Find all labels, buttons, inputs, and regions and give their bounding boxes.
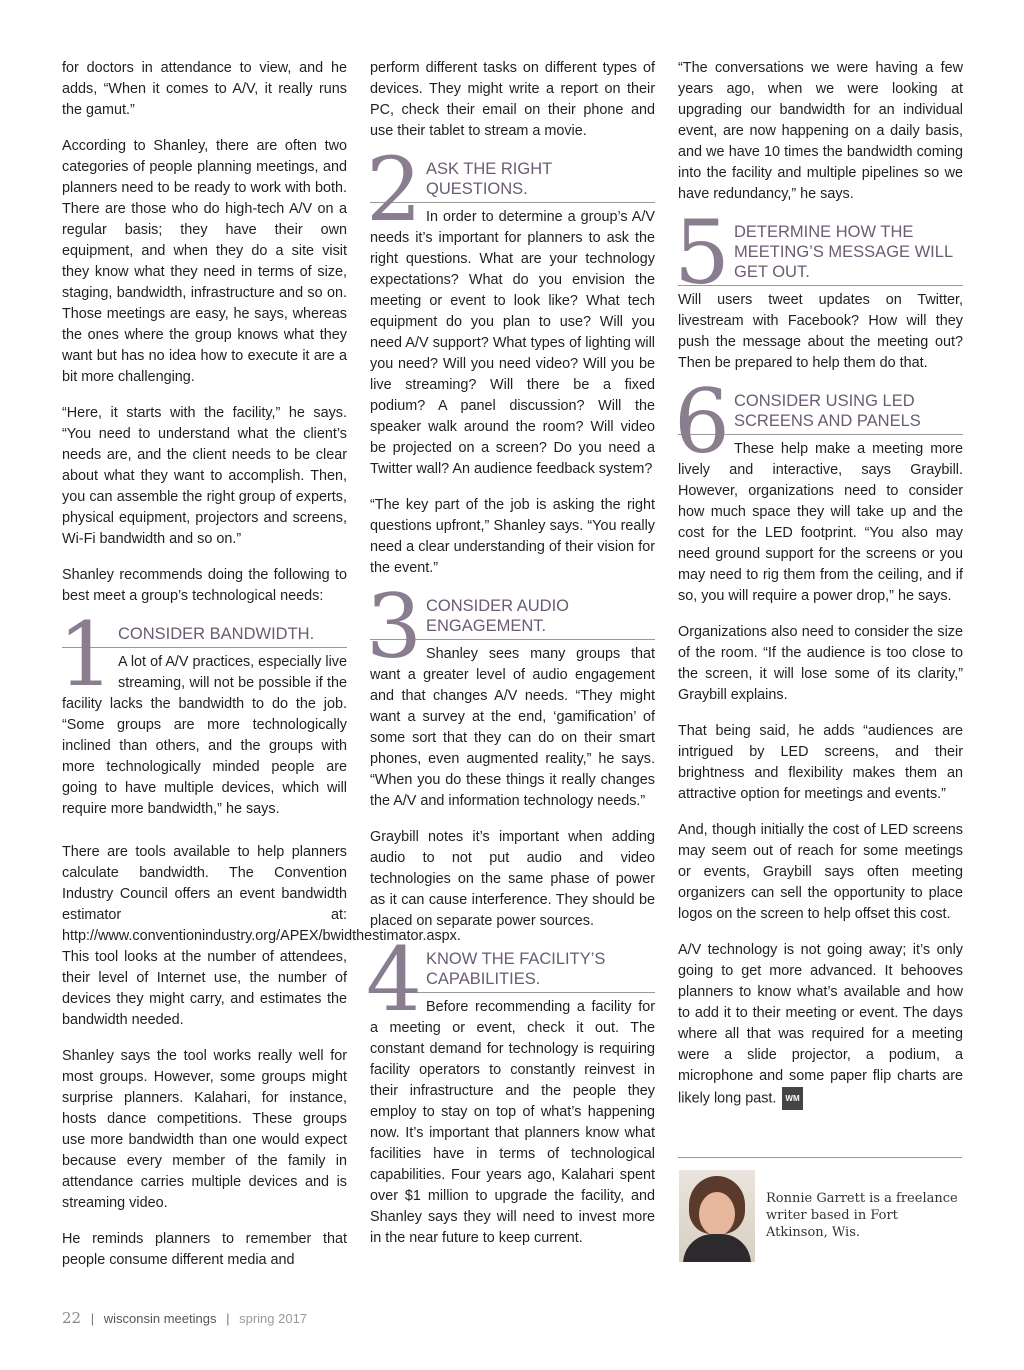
- section-heading: CONSIDER AUDIO ENGAGEMENT.: [370, 594, 655, 640]
- paragraph: “Here, it starts with the facility,” he says. “You need to understand what the client’s needs are, and the client needs to be clear about what they want to accomplish. Then, you can assemble the right group of experts, physical equipment, projectors and screens, Wi-Fi bandwidth and so on.”: [62, 405, 347, 547]
- page-number: 22: [62, 1309, 82, 1327]
- closing-paragraph: [678, 940, 963, 1110]
- section-number: 1: [58, 603, 114, 706]
- author-photo: [679, 1170, 755, 1262]
- section-heading: CONSIDER USING LED SCREENS AND PANELS: [678, 389, 963, 435]
- author-bio: Ronnie Garrett is a freelance writer based in Fort Atkinson, Wis.: [766, 1191, 958, 1240]
- paragraph: And, though initially the cost of LED screens may seem out of reach for some meetings or events, Graybill says often meeting organizers can sell the opportunity to place logos on the screen to help offset this cost.: [678, 822, 963, 922]
- paragraph: Will users tweet updates on Twitter, livestream with Facebook? How will they push the message about the meeting out? Then be prepared to help them do that.: [678, 292, 963, 371]
- paragraph: Graybill notes it’s important when adding audio to not put audio and video technologies on the same phase of power as it can cause interference. They should be placed on separate power sources.: [370, 829, 655, 929]
- bio-divider: [678, 1157, 962, 1158]
- section-5: [674, 201, 963, 374]
- section-1: [58, 603, 347, 820]
- paragraph: “The key part of the job is asking the right questions upfront,” Shanley says. “You really need a clear understanding of their vision for the event.”: [370, 497, 655, 576]
- column-3: [674, 58, 963, 1125]
- section-2: [366, 138, 655, 480]
- paragraph: Shanley says the tool works really well for most groups. However, some groups might surprise planners. Kalahari, for instance, hosts dance competitions. These groups use more bandwidth than one would expect because every member of the family in attendance carries multiple devices and is streaming video.: [62, 1048, 347, 1211]
- paragraph: perform different tasks on different types of devices. They might write a report on their PC, check their email on their phone and use their tablet to stream a movie.: [370, 60, 655, 139]
- paragraph: In order to determine a group’s A/V needs it’s important for planners to ask the right questions. What are your technology expectations? What do you envision the meeting or event to look like? What tech equipment do you plan to use? Will you need A/V support? What types of lighting will you need? Will you need video? Will you be live streaming? Will there be a fixed podium? A panel discussion? Will the speaker walk around the room? Will video be projected on a screen? Do you need a Twitter wall? An audience feedback system?: [370, 209, 655, 477]
- section-number: 4: [366, 928, 422, 1031]
- section-heading: ASK THE RIGHT QUESTIONS.: [370, 157, 655, 203]
- section-heading: DETERMINE HOW THE MEETING’S MESSAGE WILL GET OUT.: [678, 220, 963, 286]
- paragraph: Before recommending a facility for a meeting or event, check it out. The constant demand for technology is requiring facility operators to constantly reinvest in their infrastructure and the people they employ to stay on top of what’s happening now. It’s important that planners know what facilities have in terms of technological capabilities. Four years ago, Kalahari spent over $1 million to upgrade the facility, and Shanley says they will need to invest more in the near future to keep current.: [370, 999, 655, 1246]
- end-mark: WM: [782, 1087, 802, 1110]
- section-number: 2: [366, 138, 422, 241]
- paragraph: These help make a meeting more lively and interactive, says Graybill. However, organizations need to consider how much space they will take up and the cost for the LED footprint. “You also may need ground support for the screens or you may need to rig them from the ceiling, and if so, you will require a power drop,” he says.: [678, 441, 963, 604]
- paragraph: A lot of A/V practices, especially live streaming, will not be possible if the facility lacks the bandwidth to do the job. “Some groups are more technologically inclined than others, and the groups with more technologically minded people are going to have multiple devices, which will require more bandwidth,” he says.: [62, 654, 347, 817]
- section-4: [366, 928, 655, 1249]
- footer-separator: |: [226, 1311, 230, 1326]
- footer-separator: |: [90, 1311, 95, 1326]
- paragraph: There are tools available to help planners calculate bandwidth. The Convention Industry Council offers an event bandwidth estimator at: http://www.conventionindustry.org/APEX/bwidthestimator.aspx. This tool looks at the number of attendees, their level of Internet use, the number of devices they might carry, and estimates the bandwidth needed.: [62, 844, 461, 1028]
- section-number: 6: [674, 370, 730, 473]
- paragraph: Shanley sees many groups that want a greater level of audio engagement and that changes A/V needs. “They might want a survey at the end, ‘gamification’ of some sort that they can do on their smart phones, even augmented reality,” he says. “When you do these things it really changes the A/V and information technology needs.”: [370, 646, 655, 809]
- magazine-name: wisconsin meetings: [103, 1311, 217, 1326]
- author-photo-shirt: [683, 1234, 751, 1262]
- section-3: [366, 575, 655, 812]
- paragraph: Shanley recommends doing the following to best meet a group’s technological needs:: [62, 567, 347, 604]
- paragraph-text: A/V technology is not going away; it’s only going to get more advanced. It behooves planners to know what’s available and how to add it to their meeting or event. The days where all that was required for a meeting were a slide projector, a podium, a microphone and some paper flip charts are likely long past.: [678, 942, 963, 1107]
- section-6: [674, 370, 963, 607]
- author-photo-face: [699, 1192, 735, 1236]
- paragraph: “The conversations we were having a few years ago, when we were looking at upgrading our bandwidth for an individual event, are now happening on a daily basis, and we have 10 times the bandwidth coming into the facility and multiple pipelines so we have redundancy,” he says.: [678, 60, 963, 202]
- section-number: 3: [366, 575, 422, 678]
- paragraph: for doctors in attendance to view, and he adds, “When it comes to A/V, it really runs the gamut.”: [62, 60, 347, 118]
- paragraph: He reminds planners to remember that people consume different media and: [62, 1231, 347, 1268]
- section-heading: CONSIDER BANDWIDTH.: [62, 622, 347, 648]
- page-footer: [62, 1309, 307, 1327]
- section-heading: KNOW THE FACILITY’S CAPABILITIES.: [370, 947, 655, 993]
- section-number: 5: [674, 201, 730, 304]
- column-1: [58, 58, 461, 1286]
- paragraph: Organizations also need to consider the size of the room. “If the audience is too close to the screen, it will lose some of its clarity,” Graybill explains.: [678, 624, 963, 703]
- issue-label: spring 2017: [239, 1311, 308, 1326]
- paragraph: That being said, he adds “audiences are intrigued by LED screens, and their brightness and flexibility makes them an attractive option for meetings and events.”: [678, 723, 963, 802]
- paragraph: According to Shanley, there are often two categories of people planning meetings, and planners need to be ready to work with both. There are those who do high-tech A/V on a regular basis; they have their own equipment, and when they do a site visit they know what they need in terms of size, staging, bandwidth, infrastructure and so on. Those meetings are easy, he says, whereas the ones where the group knows what they want but has no idea how to execute it are a bit more challenging.: [62, 138, 347, 385]
- column-2: [366, 58, 655, 1264]
